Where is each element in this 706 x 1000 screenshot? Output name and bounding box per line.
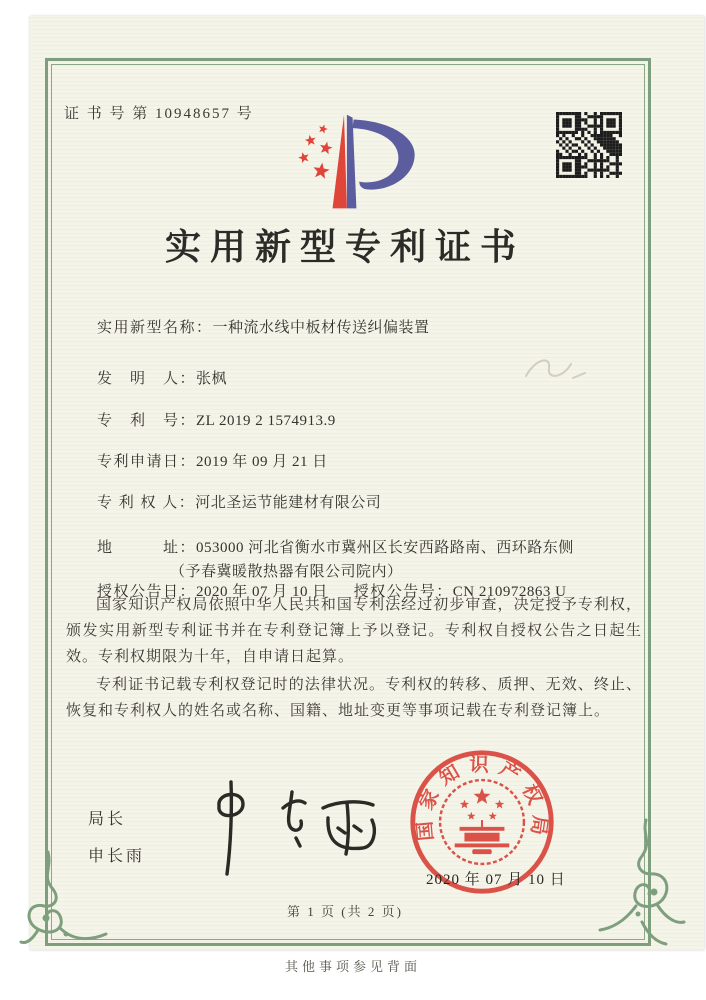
field-value-line2: （予春冀暖散热器有限公司院内） [170, 564, 403, 580]
legal-paragraph-1: 国家知识产权局依照中华人民共和国专利法经过初步审查，决定授予专利权，颁发实用新型专利证书并在专利登记簿上予以登记。专利权自授权公告之日起生效。专利权期限为十年，自申请日起算。 [66, 597, 642, 666]
field-label: 专 利 权 人： [97, 495, 196, 511]
field-value: 河北圣运节能建材有限公司 [195, 495, 382, 511]
director-title: 局长 [88, 811, 127, 828]
certificate-number: 证 书 号 第 10948657 号 [64, 106, 254, 122]
field-value: 2019 年 09 月 21 日 [196, 454, 328, 470]
logo-star-icon [320, 142, 333, 155]
field-value: 张枫 [196, 371, 228, 387]
field-label: 专 利 号： [97, 413, 197, 429]
director-signature [195, 776, 400, 884]
cnipa-logo-icon [272, 110, 437, 215]
grant-no-label: 授权公告号： [353, 584, 453, 600]
field-value: ZL 2019 2 1574913.9 [196, 413, 336, 429]
seal-date: 2020 年 07 月 10 日 [426, 872, 566, 888]
logo-star-icon [313, 163, 329, 179]
faint-ink-mark [520, 348, 592, 390]
grant-date-value: 2020 年 07 月 10 日 [196, 584, 328, 600]
logo-monument-red [333, 115, 347, 209]
grant-date-label: 授权公告日： [97, 584, 197, 600]
field-value: 053000 河北省衡水市冀州区长安西路路南、西环路东侧 [196, 540, 574, 556]
page-number: 第 1 页 (共 2 页) [287, 904, 403, 919]
signoff-block [88, 806, 145, 880]
certificate-title: 实用新型专利证书 [164, 227, 525, 267]
legal-text [66, 592, 642, 726]
field-label: 地 址： [97, 540, 197, 556]
logo-star-icon [305, 135, 316, 146]
legal-paragraph-2: 专利证书记载专利权登记时的法律状况。专利权的转移、质押、无效、终止、恢复和专利权人的姓名或名称、国籍、地址变更等事项记载在专利登记簿上。 [66, 677, 642, 720]
field-value: 一种流水线中板材传送纠偏装置 [212, 320, 430, 336]
grant-no-value: CN 210972863 U [452, 584, 567, 600]
director-name: 申长雨 [88, 848, 146, 865]
field-label: 专利申请日： [97, 454, 197, 470]
seal-emblem [440, 780, 524, 864]
footer-note: 其他事项参见背面 [284, 959, 421, 974]
logo-star-icon [298, 152, 308, 163]
seal-text: 国家知识产权局 [414, 754, 551, 846]
field-label: 实用新型名称： [97, 320, 213, 336]
logo-p-bowl [353, 120, 415, 190]
qr-code [556, 112, 622, 178]
field-row-invention-name [80, 299, 430, 354]
field-label: 发 明 人： [97, 371, 197, 387]
logo-star-icon [319, 125, 328, 134]
logo-monument-blue [347, 115, 357, 209]
corner-ornament-bottom-right [596, 818, 692, 950]
